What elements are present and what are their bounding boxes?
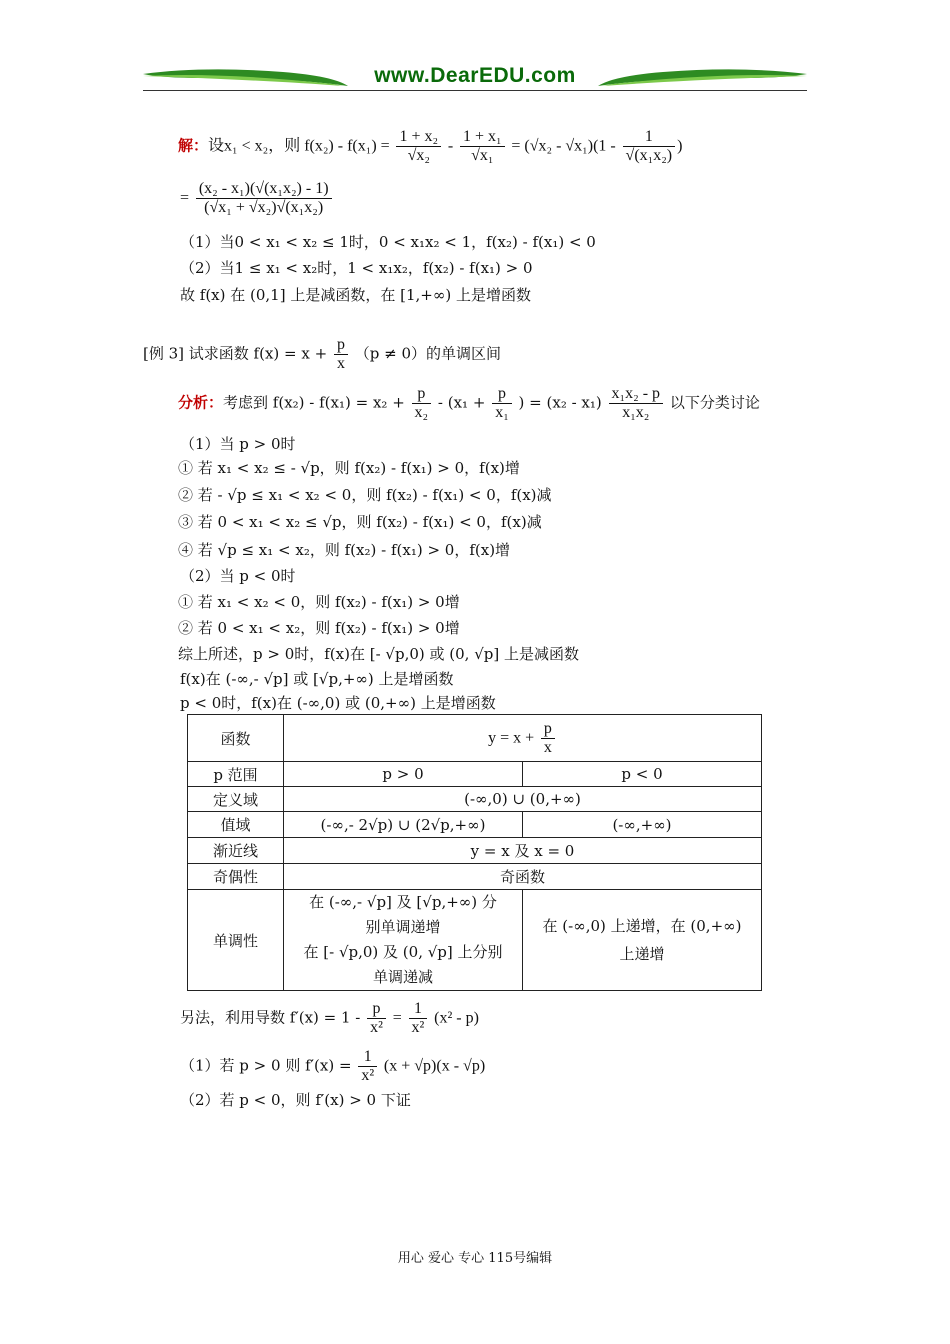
example-3-heading: [例 3] 试求函数 f(x) = x + $\frac{p}{x}$ （p ≠ 0）的单调区间 (143, 336, 501, 372)
fraction: $\frac{\text{(x₂ - x₁)(√(x₁x₂) - 1)}}{\text{(√x₁ + √x₂)√(x₁x₂)}}$ (196, 180, 332, 217)
table-cell: 在 (-∞,0) 上递增，在 (0,+∞) 上递增 (523, 890, 762, 991)
table-row (188, 715, 762, 762)
table-row (188, 812, 762, 838)
case-line: （1）当 p > 0时 (180, 435, 296, 453)
case-line: ② 若 0 < x₁ < x₂，则 f(x₂) - f(x₁) > 0增 (178, 619, 460, 637)
solution-case-2: （2）当1 ≤ x₁ < x₂时，1 < x₁x₂，f(x₂) - f(x₁) > 0 (180, 259, 533, 277)
fraction: $\frac{\text{1 + x₂}}{\text{√x₂}}$ (396, 128, 441, 165)
table-cell: (-∞,- 2√p) ∪ (2√p,+∞) (284, 812, 523, 838)
fraction: $\frac{\text{1 + x₁}}{\text{√x₁}}$ (460, 128, 505, 165)
analysis-line: 分析：考虑到 f(x₂) - f(x₁) = x₂ + $\frac{p}{\text{x₂}}$ - (x₁ + $\frac{p}{\text{x₁}}$ ) = (x₂ - x₁) $\frac{\text{x₁x₂ - p}}{\text{x₁x₂}}$ 以下分类讨论 (178, 385, 760, 421)
fraction: $\frac{p}{x}$ (541, 720, 555, 757)
case-line: ① 若 x₁ < x₂ ≤ - √p，则 f(x₂) - f(x₁) > 0，f(x)增 (178, 459, 520, 477)
fraction: $\frac{p}{\text{x₂}}$ (412, 385, 432, 422)
fraction: $\frac{1}{\text{√(x₁x₂)}}$ (623, 128, 676, 165)
table-cell: (-∞,+∞) (523, 812, 762, 838)
fraction: $\frac{1}{\text{x²}}$ (358, 1048, 377, 1085)
table-cell: 值域 (188, 812, 284, 838)
solution-case-1: （1）当0 < x₁ < x₂ ≤ 1时，0 < x₁x₂ < 1，f(x₂) - f(x₁) < 0 (180, 233, 596, 251)
fraction: $\frac{\text{x₁x₂ - p}}{\text{x₁x₂}}$ (609, 385, 663, 422)
case-line: ④ 若 √p ≤ x₁ < x₂，则 f(x₂) - f(x₁) > 0，f(x)增 (178, 541, 511, 559)
table-row (188, 890, 762, 991)
alt-line-1: 另法，利用导数 f′(x) = 1 - $\frac{p}{\text{x²}}$ = $\frac{1}{\text{x²}}$ (x² - p) (180, 1000, 479, 1036)
fraction: $\frac{p}{\text{x²}}$ (367, 1000, 386, 1037)
table-cell: 定义域 (188, 787, 284, 812)
case-line: ③ 若 0 < x₁ < x₂ ≤ √p，则 f(x₂) - f(x₁) < 0，f(x)减 (178, 513, 542, 531)
table-cell: 在 (-∞,- √p] 及 [√p,+∞) 分 别单调递增 在 [- √p,0) 及 (0, √p] 上分别 单调递减 (284, 890, 523, 991)
table-cell: 函数 (188, 715, 284, 762)
solution-line-1: 解：设x₁ < x₂，则 f(x₂) - f(x₁) = $\frac{\text{1 + x₂}}{\text{√x₂}}$ - $\frac{\text{1 + x₁}}{\text{√x₁}}$ = (√x₂ - √x₁)(1 - $\frac{1}{\text{√(x₁x₂)}}$ ) (178, 128, 683, 164)
case-line: ① 若 x₁ < x₂ < 0，则 f(x₂) - f(x₁) > 0增 (178, 593, 460, 611)
case-line: ② 若 - √p ≤ x₁ < x₂ < 0，则 f(x₂) - f(x₁) < 0，f(x)减 (178, 486, 552, 504)
alt-line-2: （1）若 p > 0 则 f′(x) = $\frac{1}{\text{x²}}$ (x + √p)(x - √p) (180, 1048, 486, 1084)
table-cell: p > 0 (284, 762, 523, 787)
page-footer: 用心 爱心 专心 115号编辑 (397, 1251, 553, 1266)
table-cell: y = x 及 x = 0 (284, 838, 762, 864)
alt-line-3: （2）若 p < 0，则 f′(x) > 0 下证 (180, 1091, 411, 1109)
table-cell: 渐近线 (188, 838, 284, 864)
table-cell: p < 0 (523, 762, 762, 787)
solution-label: 解： (178, 136, 209, 155)
fraction: $\frac{1}{\text{x²}}$ (409, 1000, 428, 1037)
table-cell: 单调性 (188, 890, 284, 991)
site-logo: www.DearEDU.com (374, 64, 576, 87)
fraction: $\frac{p}{x}$ (334, 336, 348, 373)
summary-line: 综上所述，p > 0时，f(x)在 [- √p,0) 或 (0, √p] 上是减函数 (178, 645, 579, 663)
summary-line: p < 0时，f(x)在 (-∞,0) 或 (0,+∞) 上是增函数 (180, 694, 496, 712)
header-rule (143, 90, 807, 91)
table-row (188, 762, 762, 787)
table-row (188, 838, 762, 864)
table-cell: (-∞,0) ∪ (0,+∞) (284, 787, 762, 812)
table-row (188, 787, 762, 812)
case-line: （2）当 p < 0时 (180, 567, 296, 585)
table-cell: 奇偶性 (188, 864, 284, 890)
solution-conclusion: 故 f(x) 在 (0,1] 上是减函数，在 [1,+∞) 上是增函数 (180, 286, 531, 304)
table-row (188, 864, 762, 890)
table-cell: p 范围 (188, 762, 284, 787)
solution-line-2: = $\frac{\text{(x₂ - x₁)(√(x₁x₂) - 1)}}{\text{(√x₁ + √x₂)√(x₁x₂)}}$ (180, 180, 334, 217)
table-cell: y = x + $\frac{p}{x}$ (284, 715, 762, 762)
fraction: $\frac{p}{\text{x₁}}$ (492, 385, 512, 422)
analysis-label: 分析： (178, 393, 224, 412)
summary-table (187, 714, 762, 991)
summary-line: f(x)在 (-∞,- √p] 或 [√p,+∞) 上是增函数 (180, 670, 454, 688)
table-cell: 奇函数 (284, 864, 762, 890)
